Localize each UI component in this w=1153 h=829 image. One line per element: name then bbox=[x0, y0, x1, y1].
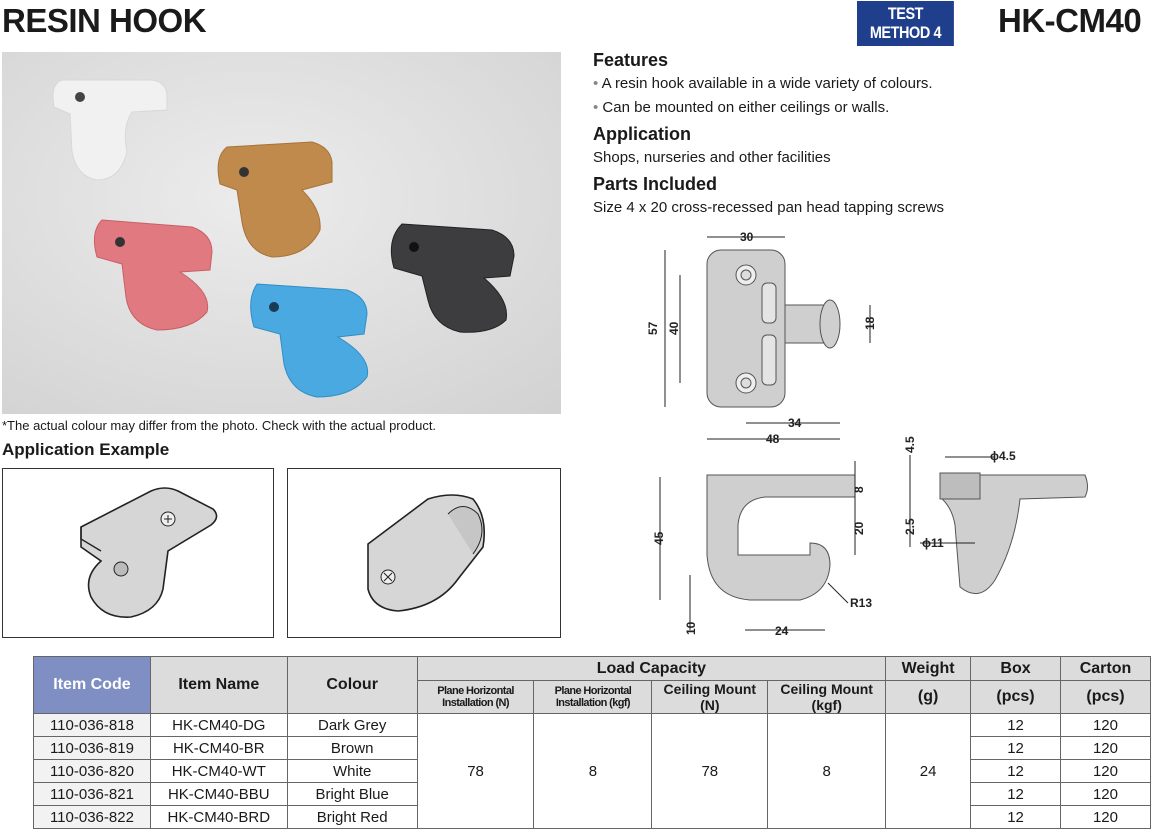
ceiling-mount-illustration bbox=[3, 469, 273, 637]
dim-top-width: 30 bbox=[740, 230, 754, 244]
cell-code: 110-036-818 bbox=[34, 714, 151, 737]
cell-name: HK-CM40-BBU bbox=[150, 783, 287, 806]
cell-carton: 120 bbox=[1060, 783, 1150, 806]
cell-weight: 24 bbox=[886, 714, 971, 829]
dimension-drawing bbox=[600, 225, 1153, 645]
cell-name: HK-CM40-BR bbox=[150, 737, 287, 760]
dim-radius: R13 bbox=[850, 596, 873, 610]
cell-carton: 120 bbox=[1060, 714, 1150, 737]
cell-colour: Bright Red bbox=[287, 806, 417, 829]
dim-hook-width: 24 bbox=[775, 624, 789, 638]
feature-text: Can be mounted on either ceilings or walls. bbox=[602, 99, 890, 116]
cell-ceiling-n: 78 bbox=[652, 714, 768, 829]
dim-side-height: 45 bbox=[652, 531, 666, 545]
dim-hook-reach: 34 bbox=[788, 416, 802, 430]
dim-hole-pitch: 40 bbox=[667, 321, 681, 335]
cell-plane-n: 78 bbox=[417, 714, 534, 829]
page-title: RESIN HOOK bbox=[2, 2, 207, 39]
dim-height-total: 57 bbox=[646, 321, 660, 335]
cell-box: 12 bbox=[971, 737, 1061, 760]
col-ceiling-kgf: Ceiling Mount (kgf) bbox=[768, 681, 886, 714]
dim-opening: 20 bbox=[852, 521, 866, 535]
parts-text: Size 4 x 20 cross-recessed pan head tapping screws bbox=[593, 199, 945, 216]
application-heading: Application bbox=[593, 124, 691, 144]
cell-carton: 120 bbox=[1060, 760, 1150, 783]
feature-text: A resin hook available in a wide variety of colours. bbox=[601, 75, 933, 92]
dim-hook-dia: 18 bbox=[863, 316, 877, 330]
cell-colour: Brown bbox=[287, 737, 417, 760]
table-row bbox=[34, 714, 1151, 737]
col-colour: Colour bbox=[287, 657, 417, 714]
cell-code: 110-036-819 bbox=[34, 737, 151, 760]
dim-counterbore-depth: 2.5 bbox=[903, 518, 917, 535]
cell-name: HK-CM40-DG bbox=[150, 714, 287, 737]
dim-bottom: 10 bbox=[684, 621, 698, 635]
col-weight: Weight bbox=[886, 657, 971, 681]
col-carton-unit: (pcs) bbox=[1060, 681, 1150, 714]
col-box: Box bbox=[971, 657, 1061, 681]
model-number: HK-CM40 bbox=[998, 2, 1142, 39]
dim-top-thick: 8 bbox=[852, 486, 866, 493]
test-method-badge bbox=[857, 1, 954, 46]
parts-heading: Parts Included bbox=[593, 174, 718, 194]
dim-overall-width: 48 bbox=[766, 432, 780, 446]
cell-carton: 120 bbox=[1060, 806, 1150, 829]
dim-hole-depth: 4.5 bbox=[903, 436, 917, 453]
cell-code: 110-036-820 bbox=[34, 760, 151, 783]
cell-colour: Bright Blue bbox=[287, 783, 417, 806]
cell-code: 110-036-821 bbox=[34, 783, 151, 806]
col-ceiling-n: Ceiling Mount (N) bbox=[652, 681, 768, 714]
col-item-code: Item Code bbox=[34, 657, 151, 714]
cell-box: 12 bbox=[971, 760, 1061, 783]
feature-item: • A resin hook available in a wide variety of colours. bbox=[593, 75, 933, 92]
cell-name: HK-CM40-BRD bbox=[150, 806, 287, 829]
col-plane-n: Plane Horizontal Installation (N) bbox=[417, 681, 534, 714]
product-photo-svg bbox=[2, 52, 561, 414]
cell-box: 12 bbox=[971, 783, 1061, 806]
cell-colour: Dark Grey bbox=[287, 714, 417, 737]
cell-box: 12 bbox=[971, 806, 1061, 829]
features-heading: Features bbox=[593, 50, 669, 70]
dim-hole-dia: ϕ4.5 bbox=[990, 449, 1016, 463]
application-example-ceiling bbox=[2, 468, 274, 638]
cell-carton: 120 bbox=[1060, 737, 1150, 760]
cell-box: 12 bbox=[971, 714, 1061, 737]
product-photo bbox=[2, 52, 561, 414]
feature-item: • Can be mounted on either ceilings or walls. bbox=[593, 99, 890, 116]
photo-disclaimer: *The actual colour may differ from the photo. Check with the actual product. bbox=[2, 418, 437, 433]
col-weight-unit: (g) bbox=[886, 681, 971, 714]
badge-line-2: METHOD 4 bbox=[869, 23, 942, 42]
col-carton: Carton bbox=[1060, 657, 1150, 681]
col-load-capacity: Load Capacity bbox=[417, 657, 886, 681]
application-text: Shops, nurseries and other facilities bbox=[593, 149, 831, 166]
application-example-wall bbox=[287, 468, 561, 638]
cell-code: 110-036-822 bbox=[34, 806, 151, 829]
col-box-unit: (pcs) bbox=[971, 681, 1061, 714]
cell-colour: White bbox=[287, 760, 417, 783]
cell-ceiling-kgf: 8 bbox=[768, 714, 886, 829]
cell-plane-kgf: 8 bbox=[534, 714, 652, 829]
dim-counterbore-dia: ϕ11 bbox=[922, 536, 944, 550]
col-item-name: Item Name bbox=[150, 657, 287, 714]
application-example-heading: Application Example bbox=[2, 440, 170, 459]
wall-mount-illustration bbox=[288, 469, 560, 637]
cell-name: HK-CM40-WT bbox=[150, 760, 287, 783]
col-plane-kgf: Plane Horizontal Installation (kgf) bbox=[534, 681, 652, 714]
dimension-drawing-svg bbox=[600, 225, 1153, 645]
badge-line-1: TEST bbox=[887, 4, 924, 23]
spec-table bbox=[33, 656, 1151, 829]
